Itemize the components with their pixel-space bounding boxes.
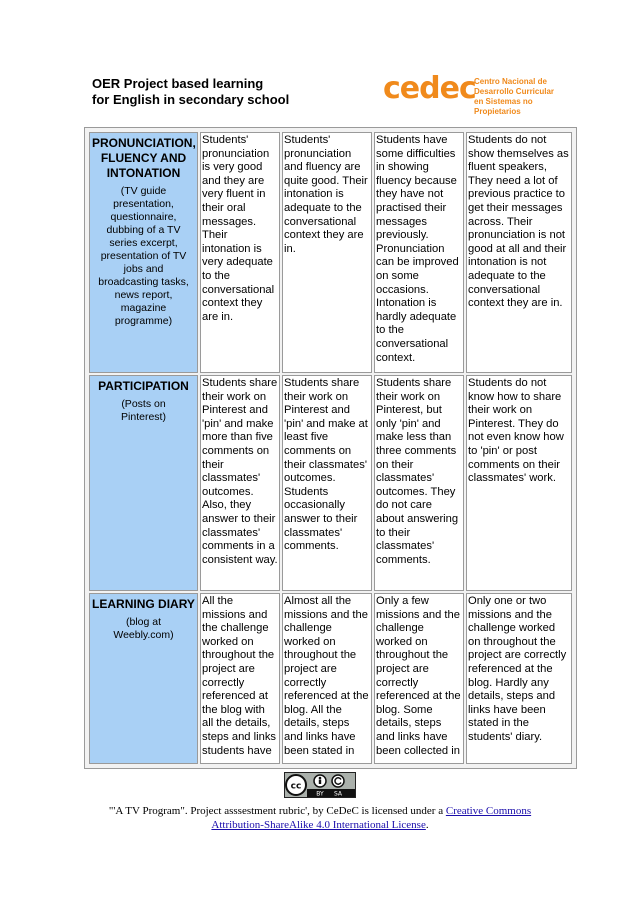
rubric-table	[87, 130, 574, 766]
level-cell: Students share their work on Pinterest and 'pin' and make more than five comments on their classmates' outcomes. Also, they answer to their classmates' comments in a consistent way.	[200, 375, 280, 591]
criterion-cell	[89, 132, 198, 373]
level-cell: Students share their work on Pinterest and 'pin' and make at least five comments on their classmates' outcomes. Students occasionally answer to their classmates' comments.	[282, 375, 372, 591]
criterion-title: PRONUNCIATION, FLUENCY AND INTONATION	[92, 136, 196, 180]
criterion-title: PARTICIPATION	[98, 379, 189, 393]
cc-license-badge[interactable]	[284, 772, 356, 798]
logo-wordmark: cedec	[383, 71, 476, 106]
logo-sub-line-1: Centro Nacional de	[474, 77, 547, 86]
level-cell: Students do not know how to share their work on Pinterest. They do not even know how to 'pin' or post comments on their classmates' work.	[466, 375, 572, 591]
license-text-end: .	[425, 819, 429, 831]
license-text: "'A TV Program". Project asssestment rubric', by CeDeC is licensed under a	[108, 805, 446, 817]
logo-subtitle	[474, 77, 573, 117]
level-cell: Only one or two missions and the challenge worked on throughout the project are correctly referenced at the blog. Hardly any details, steps and links have been stated in the students' diary.	[466, 593, 572, 764]
criterion-cell	[89, 593, 198, 764]
level-cell: Students' pronunciation is very good and they are very fluent in their oral messages. Their intonation is very adequate to the conversational context they are in.	[200, 132, 280, 373]
criterion-description: (Posts on Pinterest)	[121, 398, 166, 423]
badge-sa-label: SA	[333, 790, 343, 797]
level-cell: Students share their work on Pinterest, but only 'pin' and make less than three comments on their classmates' outcomes. They do not care about answering to their classmates' comments.	[374, 375, 464, 591]
badge-by-label: BY	[316, 790, 324, 797]
criterion-description: (TV guide presentation, questionnaire, dubbing of a TV series excerpt, presentation of TV jobs and broadcasting tasks, news report, magazine programme)	[98, 185, 189, 327]
title-line-2: for English in secondary school	[92, 92, 290, 107]
rubric-row-pronunciation	[89, 132, 572, 373]
rubric-row-participation	[89, 375, 572, 591]
level-cell: Students do not show themselves as fluent speakers, They need a lot of previous practice to get their messages across. Their pronunciation is not good at all and their intonation is not adequate to the conversational context they are in.	[466, 132, 572, 373]
level-cell: Almost all the missions and the challenge worked on throughout the project are correctly referenced at the blog. All the details, steps and links have been stated in	[282, 593, 372, 764]
cc-by-sa-icon	[285, 773, 355, 797]
rubric-row-learning-diary	[89, 593, 572, 764]
license-link[interactable]: Creative Commons Attribution-ShareAlike 4.0 International License	[211, 805, 532, 831]
level-cell: Students' pronunciation and fluency are quite good. Their intonation is adequate to the conversational context they are in.	[282, 132, 372, 373]
title-line-1: OER Project based learning	[92, 76, 264, 91]
criterion-cell	[89, 375, 198, 591]
svg-text:cc: cc	[290, 781, 302, 792]
license-statement	[100, 804, 540, 832]
assessment-rubric	[84, 127, 577, 769]
document-title	[92, 76, 289, 108]
criterion-title: LEARNING DIARY	[92, 597, 195, 611]
criterion-description: (blog at Weebly.com)	[113, 616, 174, 641]
logo-sub-line-2: Desarrollo Curricular	[474, 87, 555, 96]
cedec-logo	[383, 71, 573, 116]
level-cell: All the missions and the challenge worked on throughout the project are correctly referenced at the blog with all the details, steps and links students have	[200, 593, 280, 764]
level-cell: Students have some difficulties in showing fluency because they have not practised their messages previously. Pronunciation can be improved on some occasions. Intonation is hardly adequate to the conversational context.	[374, 132, 464, 373]
logo-sub-line-3: en Sistemas no Propietarios	[474, 97, 533, 116]
level-cell: Only a few missions and the challenge worked on throughout the project are correctly referenced at the blog. Some details, steps and links have been collected in	[374, 593, 464, 764]
